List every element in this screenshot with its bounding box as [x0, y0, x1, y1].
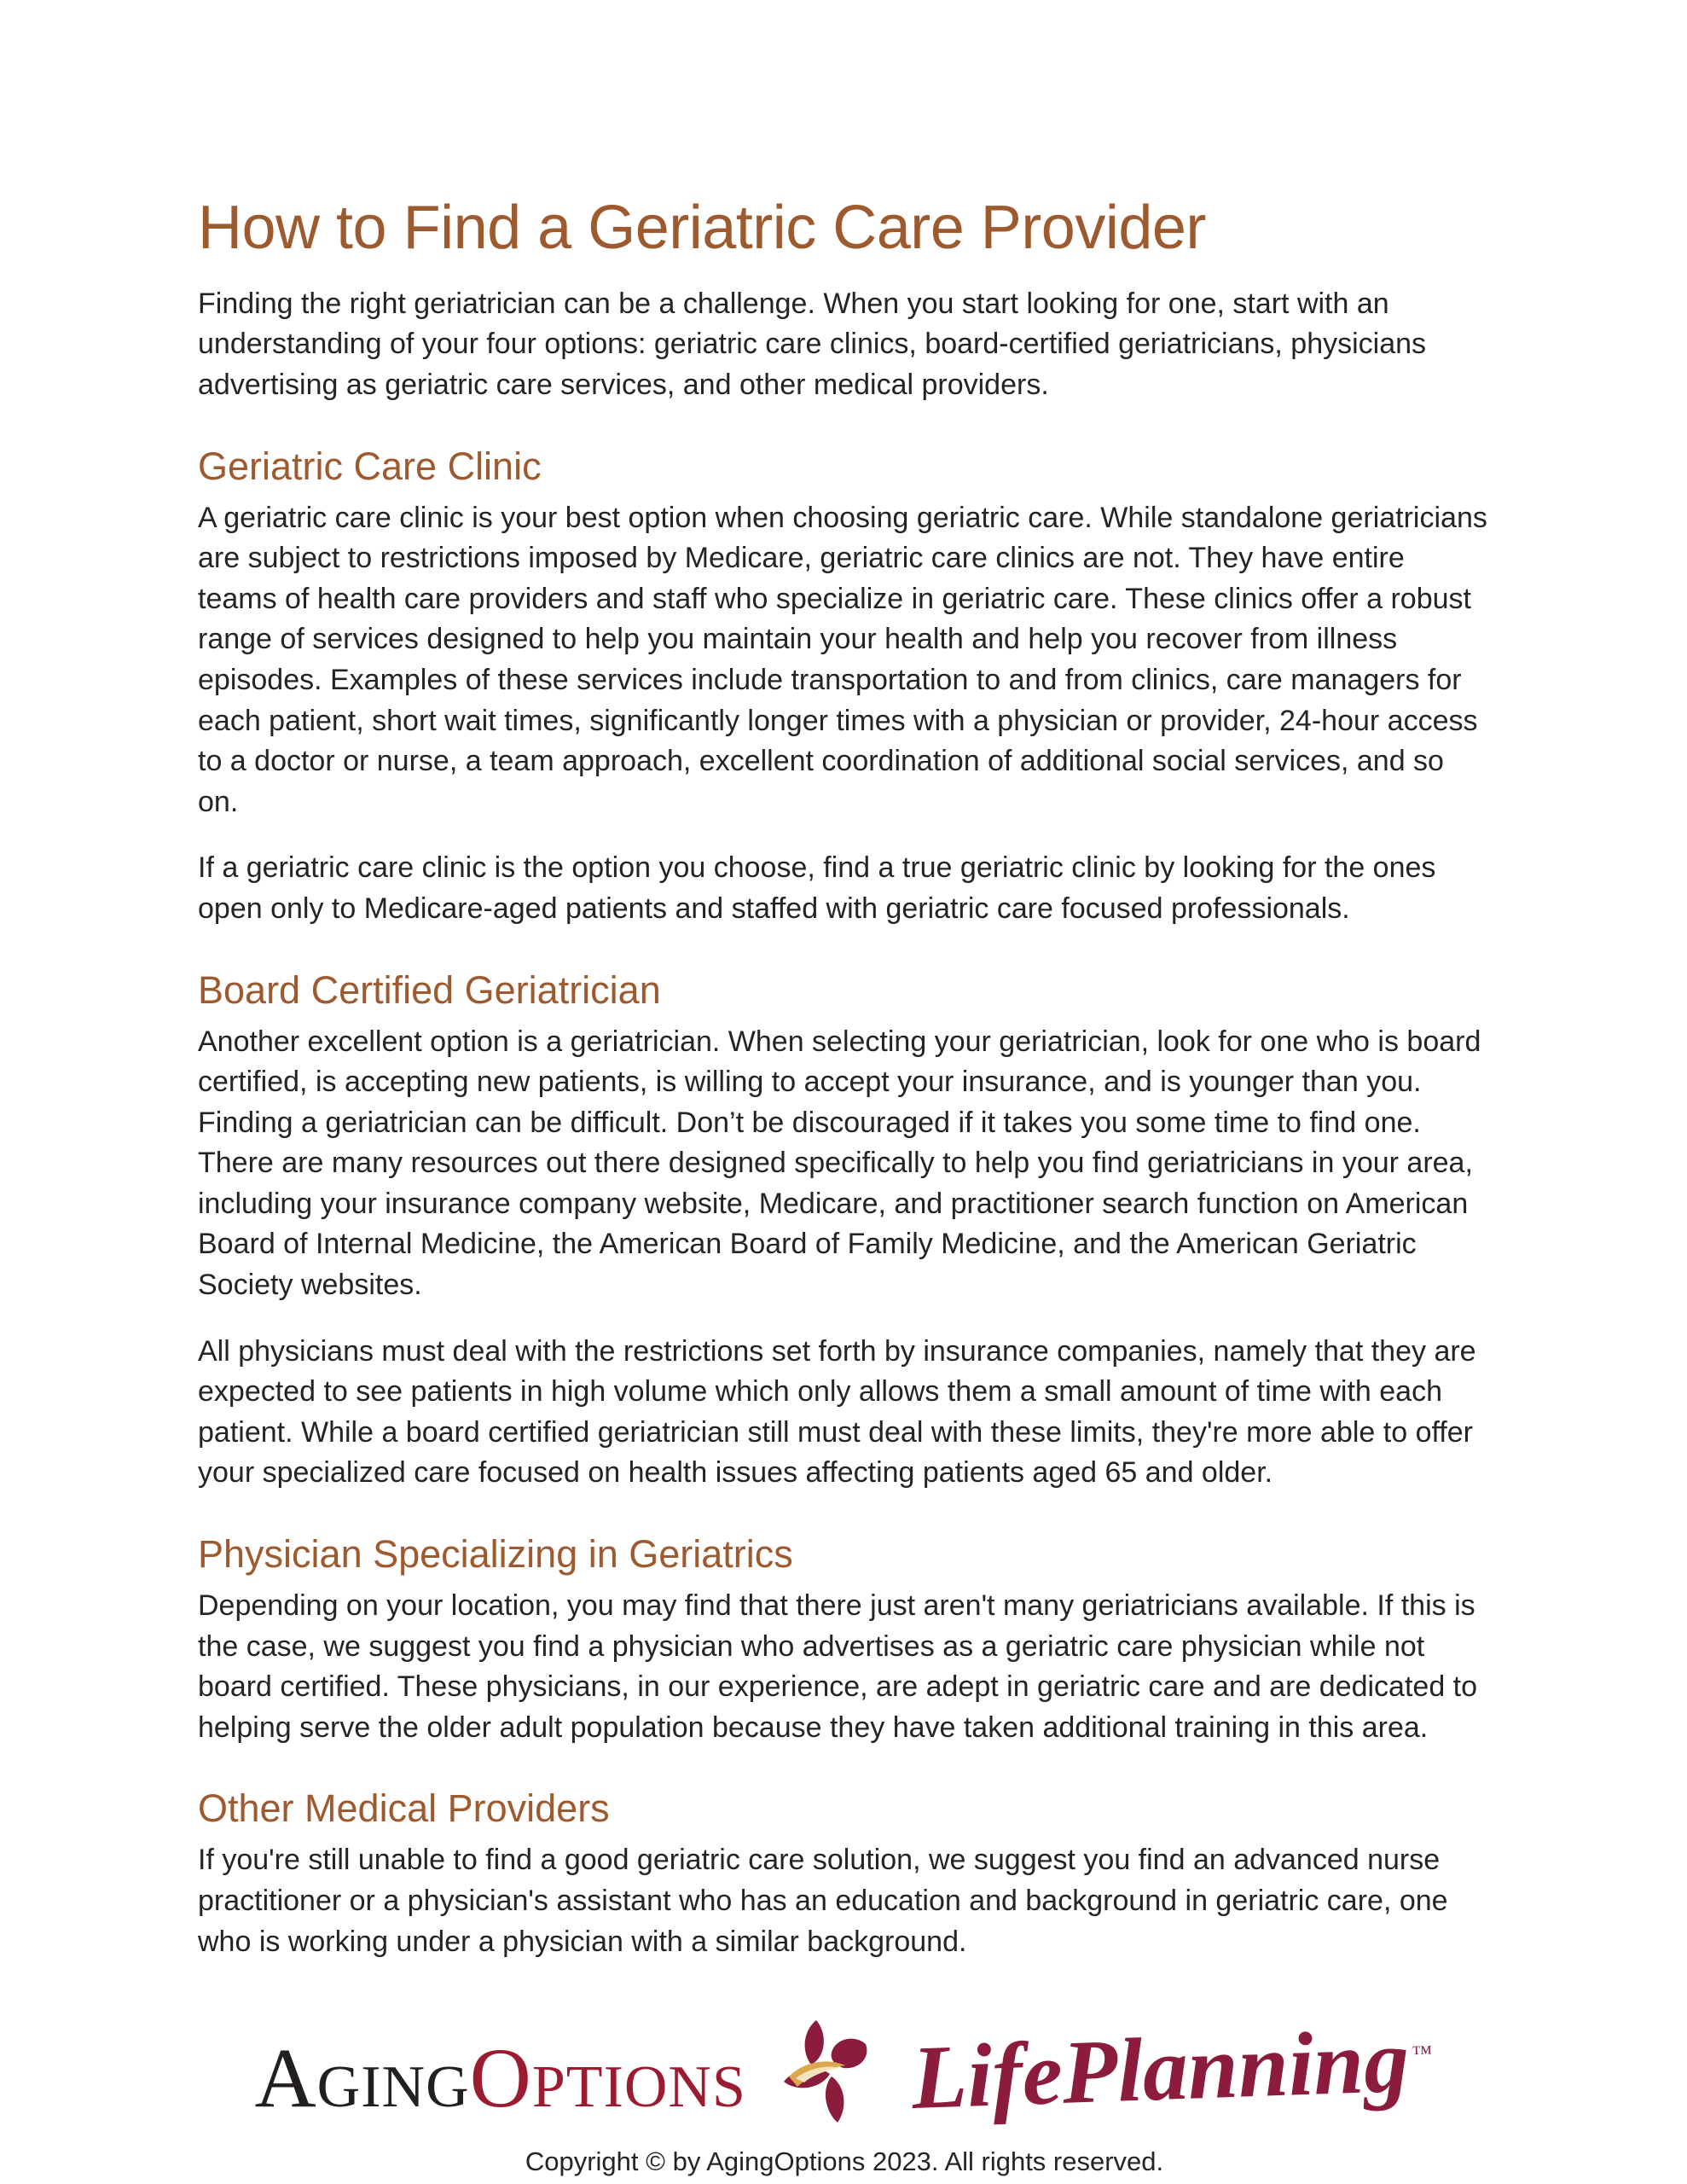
aging-options-wordmark [254, 2030, 746, 2126]
section-geriatric-care-clinic [198, 444, 1491, 930]
lifeplanning-bird-icon [782, 2020, 878, 2136]
paragraph: Depending on your location, you may find that there just aren't many geriatricians available. If this is the case, we suggest you find a physician who advertises as a geriatric care physician while not board certified. These physicians, in our experience, are adept in geriatric care and are dedicated to helping serve the older adult population because they have taken additional training in this area. [198, 1589, 1478, 1744]
paragraph: All physicians must deal with the restrictions set forth by insurance companies, namely that they are expected to see patients in high volume which only allows them a small amount of time with each patient. While a board certified geriatrician still must deal with these limits, they're more able to offer your specialized care focused on health issues affecting patients aged 65 and older. [198, 1334, 1476, 1490]
section-heading: Board Certified Geriatrician [198, 967, 661, 1012]
page-title: How to Find a Geriatric Care Provider [198, 194, 1206, 262]
footer [198, 2010, 1491, 2177]
trademark-symbol: ™ [1412, 2042, 1433, 2065]
brand-options-text: Options [469, 2030, 746, 2126]
lifeplanning-text: LifePlanning [910, 2010, 1411, 2129]
section-heading: Other Medical Providers [198, 1786, 610, 1831]
brand-aging-text: Aging [254, 2030, 470, 2126]
section-heading: Geriatric Care Clinic [198, 444, 542, 488]
aging-options-lifeplanning-logo [254, 2010, 1434, 2136]
section-other-medical-providers [198, 1786, 1491, 1962]
intro-paragraph: Finding the right geriatrician can be a challenge. When you start looking for one, start with an understanding of your four options: geriatric care clinics, board-certified geriatricians, physicians advertising as geriatric care services, and other medical providers. [198, 287, 1427, 401]
section-physician-specializing-in-geriatrics [198, 1531, 1491, 1748]
section-heading: Physician Specializing in Geriatrics [198, 1532, 793, 1577]
section-board-certified-geriatrician [198, 967, 1491, 1495]
paragraph: If a geriatric care clinic is the option you choose, find a true geriatric clinic by looking for the ones open only to Medicare-aged patients and staffed with geriatric care focused professionals. [198, 851, 1436, 925]
paragraph: A geriatric care clinic is your best option when choosing geriatric care. While standalone geriatricians are subject to restrictions imposed by Medicare, geriatric care clinics are not. They have entire teams of health care providers and staff who specialize in geriatric care. These clinics offer a robust range of services designed to help you maintain your health and help you recover from illness episodes. Examples of these services include transportation to and from clinics, care managers for each patient, short wait times, significantly longer times with a physician or provider, 24-hour access to a doctor or nurse, a team approach, excellent coordination of additional social services, and so on. [198, 501, 1487, 818]
copyright-line: Copyright © by AgingOptions 2023. All rights reserved. [525, 2146, 1164, 2177]
paragraph: If you're still unable to find a good geriatric care solution, we suggest you find an advanced nurse practitioner or a physician's assistant who has an education and background in geriatric care, one who is working under a physician with a similar background. [198, 1844, 1448, 1958]
paragraph: Another excellent option is a geriatrician. When selecting your geriatrician, look for one who is board certified, is accepting new patients, is willing to accept your insurance, and is younger than you. Finding a geriatrician can be difficult. Don’t be discouraged if it takes you some time to find one. There are many resources out there designed specifically to help you find geriatricians in your area, including your insurance company website, Medicare, and practitioner search function on American Board of Internal Medicine, the American Board of Family Medicine, and the American Geriatric Society websites. [198, 1025, 1481, 1302]
lifeplanning-wordmark [910, 2010, 1434, 2129]
